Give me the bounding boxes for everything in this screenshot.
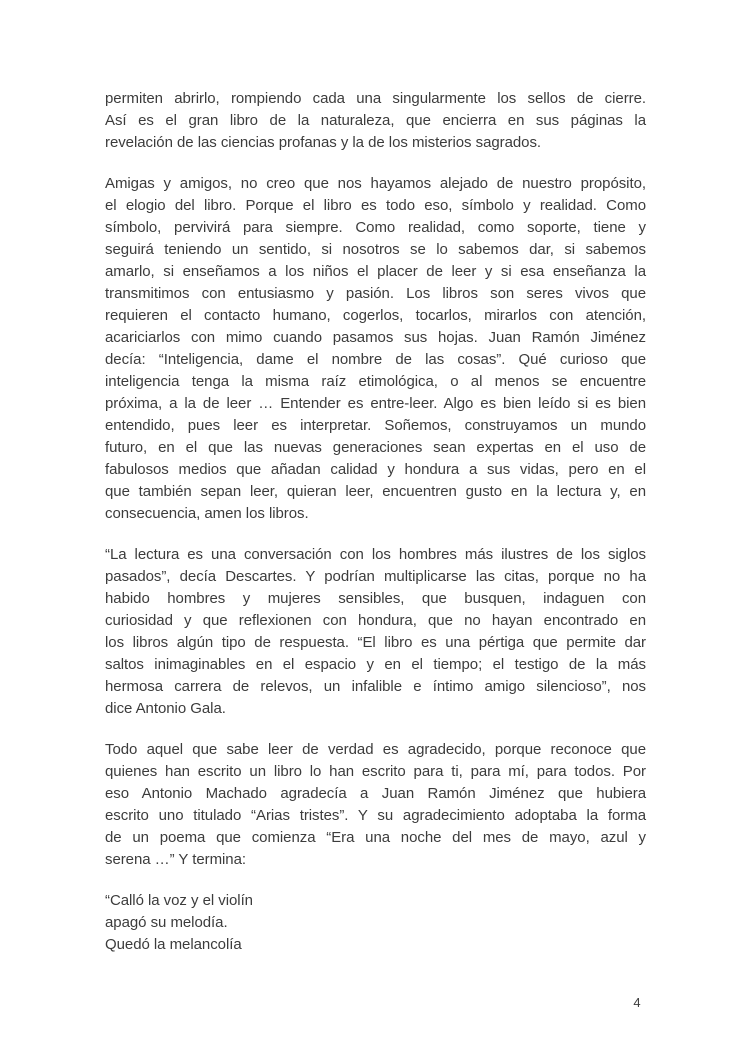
poem-stanza <box>105 890 646 956</box>
text-line: Todo aquel que sabe leer de verdad es agradecido, porque reconoce que <box>105 741 646 758</box>
text-line: fabulosos medios que añadan calidad y hondura a sus vidas, pero en el <box>105 461 646 478</box>
text-line: pasados”, decía Descartes. Y podrían multiplicarse las citas, porque no ha <box>105 568 646 585</box>
text-line: revelación de las ciencias profanas y la de los misterios sagrados. <box>105 134 542 151</box>
paragraph <box>105 88 646 154</box>
text-line: transmitimos con entusiasmo y pasión. Los libros son seres vivos que <box>105 285 646 302</box>
text-line: el elogio del libro. Porque el libro es todo eso, símbolo y realidad. Como <box>105 197 646 214</box>
text-line: entendido, pues leer es interpretar. Soñemos, construyamos un mundo <box>105 417 646 434</box>
paragraph <box>105 739 646 871</box>
text-line: escrito uno titulado “Arias tristes”. Y su agradecimiento adoptaba la forma <box>105 807 646 824</box>
text-line: decía: “Inteligencia, dame el nombre de las cosas”. Qué curioso que <box>105 351 646 368</box>
text-line: “Calló la voz y el violín <box>105 892 253 909</box>
document-text <box>105 88 646 975</box>
text-line: curiosidad y que reflexionen con hondura, que no hayan encontrado en <box>105 612 646 629</box>
paragraph <box>105 173 646 525</box>
text-line: quienes han escrito un libro lo han escrito para ti, para mí, para todos. Por <box>105 763 646 780</box>
paragraph <box>105 544 646 720</box>
text-line: “La lectura es una conversación con los hombres más ilustres de los siglos <box>105 546 646 563</box>
text-line: Así es el gran libro de la naturaleza, que encierra en sus páginas la <box>105 112 646 129</box>
text-line: Quedó la melancolía <box>105 936 242 953</box>
text-line: permiten abrirlo, rompiendo cada una singularmente los sellos de cierre. <box>105 90 646 107</box>
text-line: serena …” Y termina: <box>105 851 247 868</box>
page-number: 4 <box>633 995 641 1010</box>
text-line: apagó su melodía. <box>105 914 228 931</box>
text-line: los libros algún tipo de respuesta. “El libro es una pértiga que permite dar <box>105 634 646 651</box>
text-line: hermosa carrera de relevos, un infalible e íntimo amigo silencioso”, nos <box>105 678 646 695</box>
text-line: saltos inimaginables en el espacio y en el tiempo; el testigo de la más <box>105 656 646 673</box>
text-line: de un poema que comienza “Era una noche del mes de mayo, azul y <box>105 829 646 846</box>
text-line: Amigas y amigos, no creo que nos hayamos alejado de nuestro propósito, <box>105 175 646 192</box>
text-line: acariciarlos con mimo cuando pasamos sus hojas. Juan Ramón Jiménez <box>105 329 646 346</box>
text-line: habido hombres y mujeres sensibles, que busquen, indaguen con <box>105 590 646 607</box>
text-line: próxima, a la de leer … Entender es entre-leer. Algo es bien leído si es bien <box>105 395 646 412</box>
text-line: eso Antonio Machado agradecía a Juan Ramón Jiménez que hubiera <box>105 785 646 802</box>
text-line: símbolo, pervivirá para siempre. Como realidad, como soporte, tiene y <box>105 219 646 236</box>
text-line: futuro, en el que las nuevas generaciones sean expertas en el uso de <box>105 439 646 456</box>
text-line: que también sepan leer, quieran leer, encuentren gusto en la lectura y, en <box>105 483 646 500</box>
text-line: seguirá teniendo un sentido, si nosotros se lo sabemos dar, si sabemos <box>105 241 646 258</box>
text-line: dice Antonio Gala. <box>105 700 226 717</box>
text-line: amarlo, si enseñamos a los niños el placer de leer y si esa enseñanza la <box>105 263 646 280</box>
text-line: requieren el contacto humano, cogerlos, tocarlos, mirarlos con atención, <box>105 307 646 324</box>
text-line: inteligencia tenga la misma raíz etimológica, o al menos se encuentre <box>105 373 646 390</box>
text-line: consecuencia, amen los libros. <box>105 505 309 522</box>
